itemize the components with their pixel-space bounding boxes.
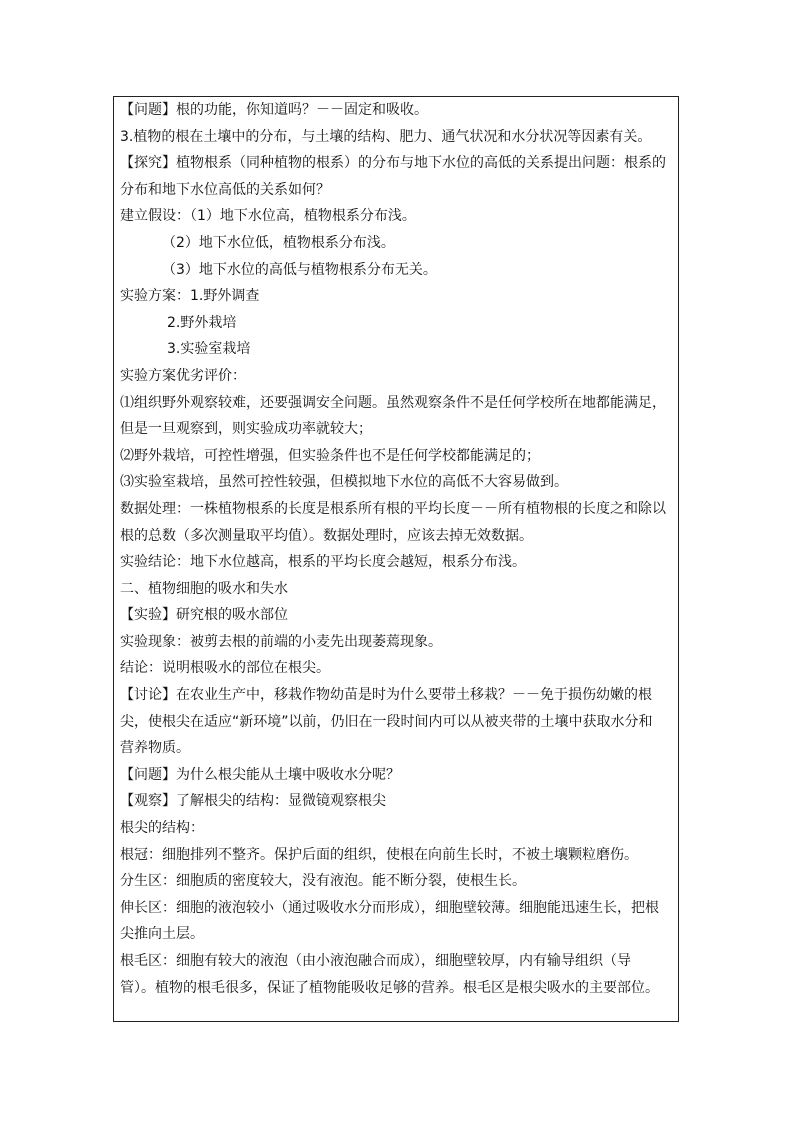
text-line: 【问题】为什么根尖能从土壤中吸收水分呢？ <box>120 766 400 783</box>
text-line: 根毛区：细胞有较大的液泡（由小液泡融合而成），细胞壁较厚，内有输导组织（导 <box>120 953 631 969</box>
text-line: 根尖的结构： <box>120 820 204 837</box>
text-line: 2.野外栽培 <box>167 314 237 331</box>
text-line: 根的总数（多次测量取平均值）。数据处理时，应该去掉无效数据。 <box>120 527 533 544</box>
text-line: 【问题】根的功能，你知道吗？－－固定和吸收。 <box>120 102 428 118</box>
text-line: 尖，使根尖在适应“新环境”以前，仍旧在一段时间内可以从被夹带的土壤中获取水分和 <box>120 713 653 730</box>
text-line: 数据处理：一株植物根系的长度是根系所有根的平均长度－－所有植物根的长度之和除以 <box>120 500 666 517</box>
text-line: 伸长区：细胞的液泡较小（通过吸收水分而形成），细胞壁较薄。细胞能迅速生长，把根 <box>120 899 659 916</box>
text-line: ⑴组织野外观察较难，还要强调安全问题。虽然观察条件不是任何学校所在地都能满足， <box>120 394 666 411</box>
text-line: 二、植物细胞的吸水和失水 <box>120 580 288 597</box>
text-line: 尖推向土层。 <box>120 926 204 943</box>
text-line: 结论：说明根吸水的部位在根尖。 <box>120 660 330 677</box>
text-line: 3.植物的根在土壤中的分布，与土壤的结构、肥力、通气状况和水分状况等因素有关。 <box>120 128 652 145</box>
document-table-cell <box>113 96 679 1022</box>
text-line: 【讨论】在农业生产中，移栽作物幼苗是时为什么要带土移栽？－－免于损伤幼嫩的根 <box>120 687 652 704</box>
text-line: 【探究】植物根系（同种植物的根系）的分布与地下水位的高低的关系提出问题：根系的 <box>120 155 666 172</box>
text-line: 管）。植物的根毛很多，保证了植物能吸收足够的营养。根毛区是根尖吸水的主要部位。 <box>120 979 659 996</box>
text-line: 根冠：细胞排列不整齐。保护后面的组织，使根在向前生长时，不被土壤颗粒磨伤。 <box>120 846 638 863</box>
text-line: 营养物质。 <box>120 740 190 757</box>
text-line: 【实验】研究根的吸水部位 <box>120 607 288 624</box>
text-line: （3）地下水位的高低与植物根系分布无关。 <box>162 261 437 278</box>
text-line: ⑵野外栽培，可控性增强，但实验条件也不是任何学校都能满足的； <box>120 447 540 464</box>
text-line: 分生区：细胞质的密度较大，没有液泡。能不断分裂，使根生长。 <box>120 873 526 890</box>
text-line: 但是一旦观察到，则实验成功率就较大； <box>120 421 372 438</box>
text-line: 分布和地下水位高低的关系如何？ <box>120 181 330 198</box>
text-line: 3.实验室栽培 <box>167 341 251 358</box>
text-line: （2）地下水位低，植物根系分布浅。 <box>162 234 395 251</box>
text-line: 实验结论：地下水位越高，根系的平均长度会越短，根系分布浅。 <box>120 554 526 571</box>
text-line: 实验方案优劣评价： <box>120 367 246 384</box>
document-content <box>120 97 674 1001</box>
text-line: 实验方案：1.野外调查 <box>120 288 260 305</box>
text-line: 建立假设：（1）地下水位高，植物根系分布浅。 <box>120 208 416 225</box>
text-line: 【观察】了解根尖的结构：显微镜观察根尖 <box>120 793 386 810</box>
text-line: ⑶实验室栽培，虽然可控性较强，但模拟地下水位的高低不大容易做到。 <box>120 474 568 491</box>
text-line: 实验现象：被剪去根的前端的小麦先出现萎蔫现象。 <box>120 633 442 650</box>
